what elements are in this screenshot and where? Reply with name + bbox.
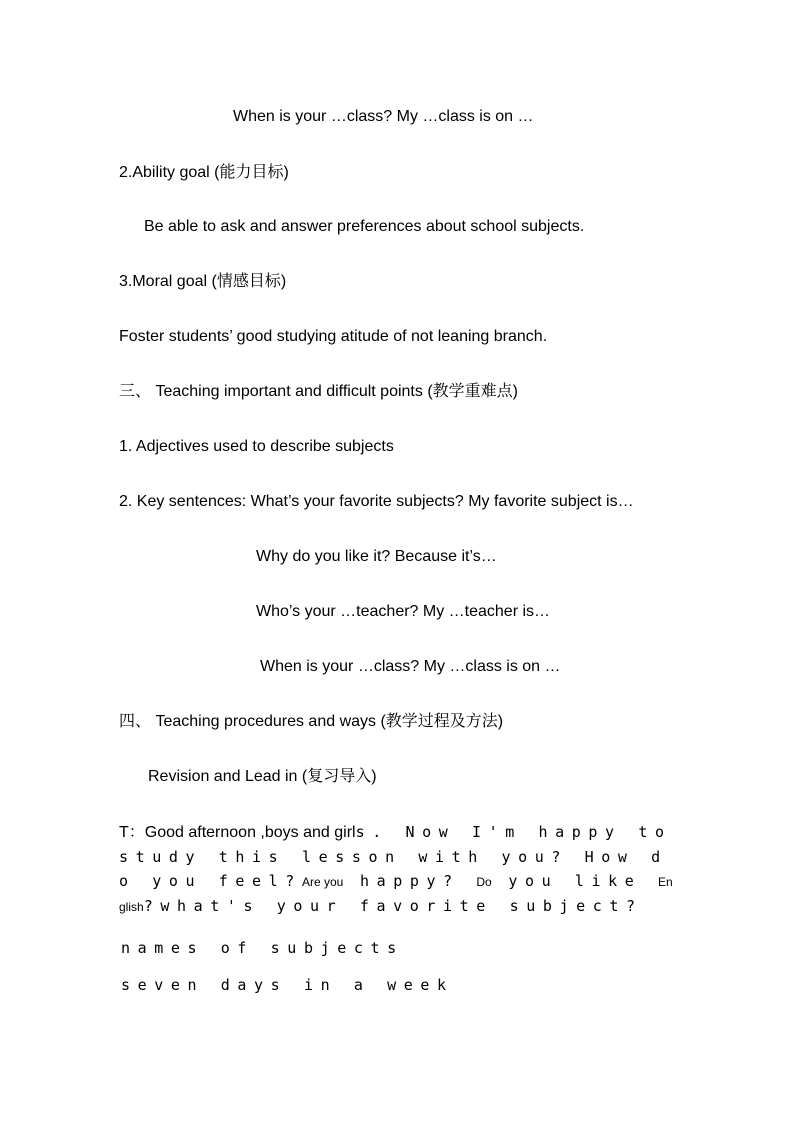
list-item-seven-days: seven days in a week	[121, 976, 454, 994]
ability-goal-heading: 2.Ability goal (能力目标)	[119, 164, 289, 181]
revision-heading: Revision and Lead in (复习导入)	[148, 768, 377, 785]
sentence-pattern-when-1: When is your …class? My …class is on …	[233, 108, 534, 125]
sentence-pattern-when-2: When is your …class? My …class is on …	[260, 658, 561, 675]
moral-goal-text: Foster students’ good studying atitude of not leaning branch.	[119, 328, 548, 345]
dialogue-english: English	[119, 875, 673, 914]
ability-goal-text: Be able to ask and answer preferences about school subjects.	[144, 218, 585, 235]
point-one: 1. Adjectives used to describe subjects	[119, 438, 394, 455]
list-item-names-of-subjects: names of subjects	[121, 939, 404, 957]
teacher-dialogue	[119, 820, 679, 919]
moral-goal-heading: 3.Moral goal (情感目标)	[119, 273, 287, 290]
dialogue-text-1: s. Now I'm happy to study this lesson with you? How do you feel?	[119, 823, 672, 890]
section-four-heading: 四、 Teaching procedures and ways (教学过程及方法)	[119, 713, 504, 730]
dialogue-text-3: you like	[491, 872, 659, 890]
dialogue-greeting: T：Good afternoon ,boys and girl	[119, 824, 356, 841]
dialogue-are-you: Are you	[301, 875, 344, 889]
point-two: 2. Key sentences: What’s your favorite subjects? My favorite subject is…	[119, 493, 634, 510]
dialogue-text-4: ?what's your favorite subject?	[143, 897, 643, 915]
dialogue-text-2: happy?	[343, 872, 477, 890]
sentence-pattern-why: Why do you like it? Because it’s…	[256, 548, 497, 565]
sentence-pattern-who: Who’s your …teacher? My …teacher is…	[256, 603, 551, 620]
section-three-heading: 三、 Teaching important and difficult points (教学重难点)	[119, 383, 518, 400]
dialogue-do: Do	[476, 875, 492, 889]
